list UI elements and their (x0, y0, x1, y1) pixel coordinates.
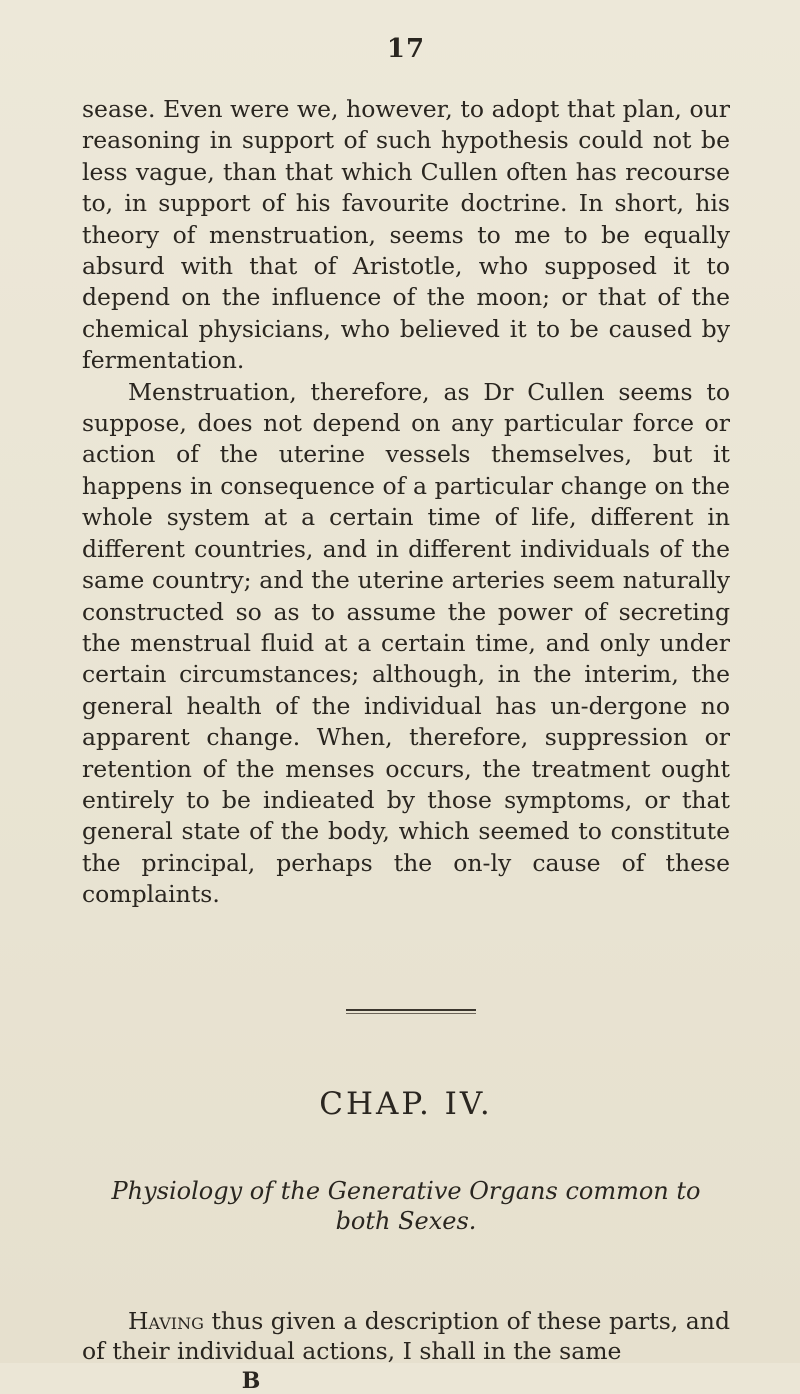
chapter-opening (82, 1306, 730, 1366)
body-text (82, 94, 730, 911)
page-number: 17 (386, 34, 426, 64)
paragraph-2: Menstruation, therefore, as Dr Cullen seems to suppose, does not depend on any particular force or action of the uterine vessels themselves, but it happens in consequence of a particular change on the whole system at a certain time of life, different in different countries, and in different individuals of the same country; and the uterine arteries seem naturally constructed so as to assume the power of secreting the menstrual fluid at a certain time, and only under certain circumstances; although, in the interim, the general health of the individual has un-dergone no apparent change. When, therefore, suppression or retention of the menses occurs, the treatment ought entirely to be indieated by those symptoms, or that general state of the body, which seemed to constitute the principal, perhaps the on-ly cause of these complaints. (82, 377, 730, 909)
chapter-opening-paragraph (82, 1306, 730, 1366)
chapter-subtitle: Physiology of the Generative Organs common to both Sexes. (111, 1176, 701, 1235)
signature-mark: B (241, 1367, 261, 1394)
divider-rule (346, 1009, 476, 1014)
section-divider (82, 1009, 730, 1014)
opening-word: Having (128, 1306, 204, 1335)
paragraph-1: sease. Even were we, however, to adopt that plan, our reasoning in support of such hypothesis could not be less vague, than that which Cullen often has recourse to, in support of his favourite doctrine. In short, his theory of menstruation, seems to me to be equally absurd with that of Aristotle, who supposed it to depend on the influence of the moon; or that of the chemical physicians, who believed it to be caused by fermentation. (82, 95, 730, 375)
opening-text: thus given a description of these parts, and of their individual actions, I shall in the same (82, 1306, 730, 1365)
chapter-heading: CHAP. IV. (319, 1085, 493, 1122)
